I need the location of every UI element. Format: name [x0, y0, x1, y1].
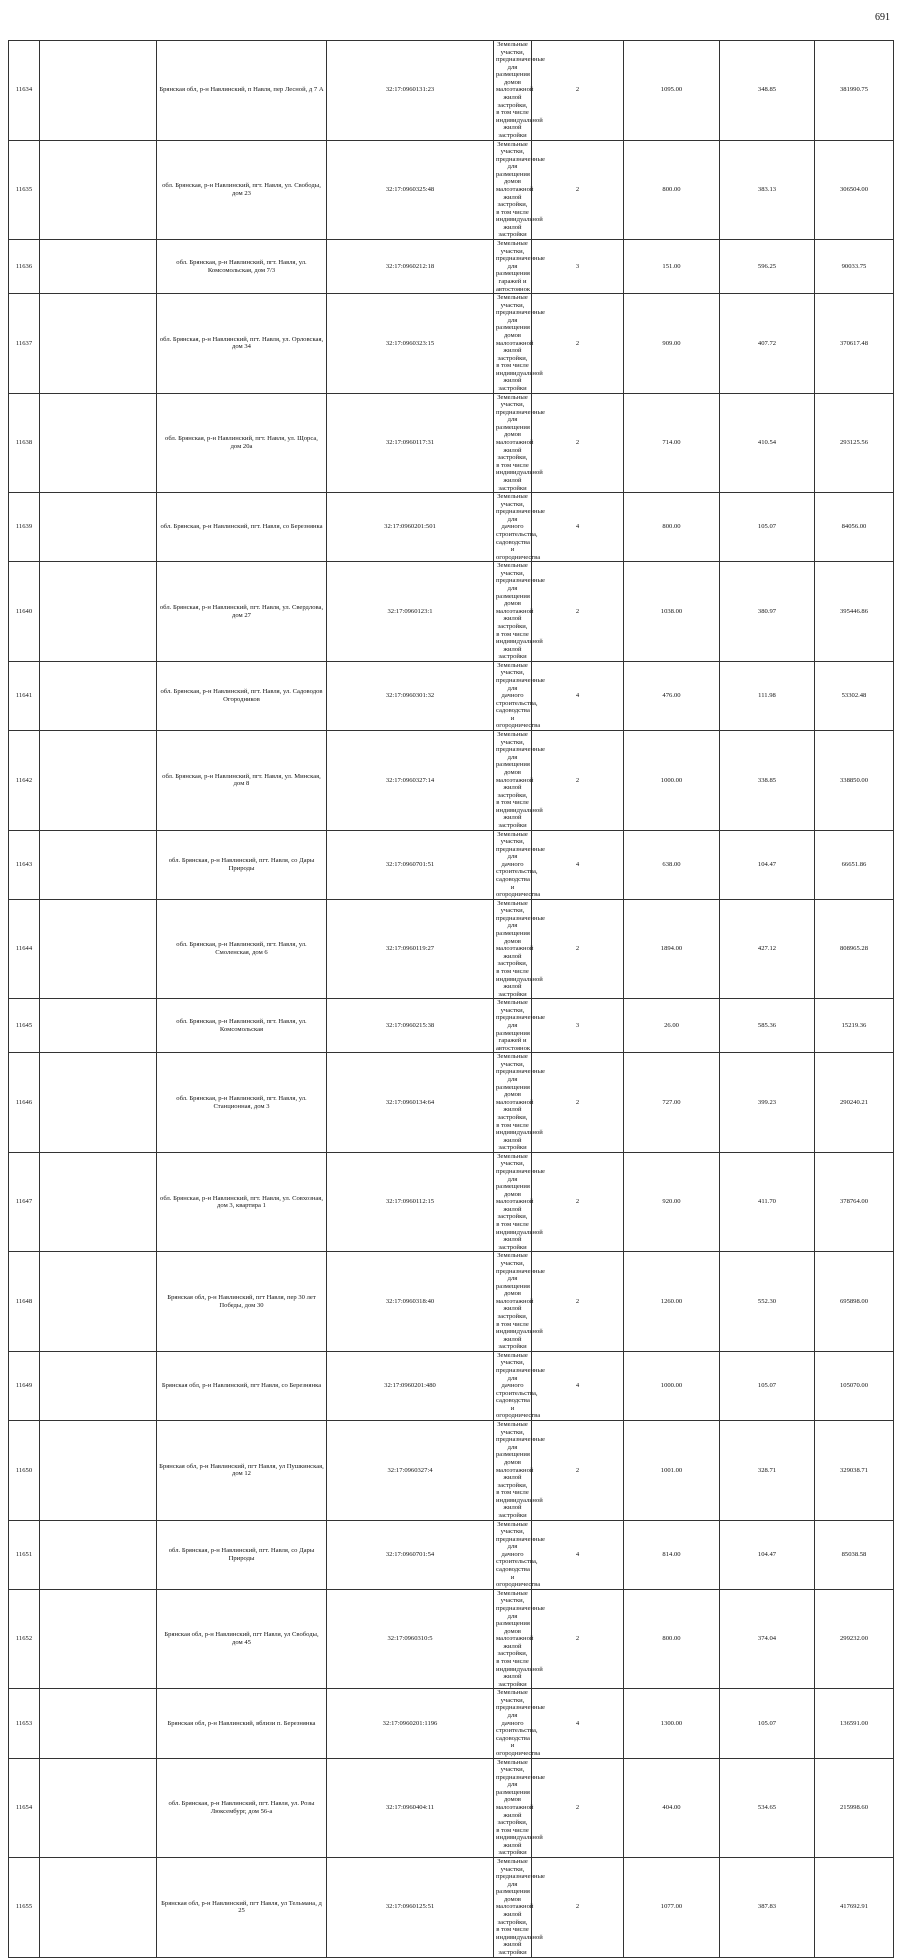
group-cell: 3 [532, 240, 624, 294]
table-row [9, 393, 894, 493]
area-cell: 1095.00 [624, 41, 720, 141]
area-cell: 714.00 [624, 393, 720, 493]
row-number-cell: 11654 [9, 1758, 40, 1858]
specific-value-cell: 552.30 [720, 1252, 815, 1352]
table-row [9, 1589, 894, 1689]
address-cell: Брянская обл, р-н Навлинский, пгт Навля, ул Пушкинская, дом 12 [157, 1421, 327, 1521]
land-use-cell: Земельные участки, предназначенные для размещения домов малоэтажной жилой застройки, в том числе индивидуальной жилой застройки [494, 140, 532, 240]
cadastral-value-cell: 378764.00 [815, 1152, 894, 1252]
land-use-cell: Земельные участки, предназначенные для размещения домов малоэтажной жилой застройки, в том числе индивидуальной жилой застройки [494, 1758, 532, 1858]
area-cell: 800.00 [624, 140, 720, 240]
table-row [9, 41, 894, 141]
table-row [9, 1252, 894, 1352]
specific-value-cell: 585.36 [720, 999, 815, 1053]
row-number-cell: 11643 [9, 830, 40, 899]
specific-value-cell: 534.65 [720, 1758, 815, 1858]
row-number-cell: 11646 [9, 1053, 40, 1153]
land-use-cell: Земельные участки, предназначенные для дачного строительства, садоводства и огородничества [494, 493, 532, 562]
spacer-cell [40, 1152, 157, 1252]
spacer-cell [40, 999, 157, 1053]
area-cell: 909.00 [624, 294, 720, 394]
table-row [9, 1053, 894, 1153]
address-cell: обл. Брянская, р-н Навлинский, пгт. Навля, ул. Минская, дом 8 [157, 731, 327, 831]
table-row [9, 493, 894, 562]
specific-value-cell: 105.07 [720, 1689, 815, 1758]
specific-value-cell: 410.54 [720, 393, 815, 493]
table-row [9, 1520, 894, 1589]
cadastral-value-cell: 136591.00 [815, 1689, 894, 1758]
cadastral-number-cell: 32:17:0960201:1196 [327, 1689, 494, 1758]
cadastral-value-table [8, 40, 894, 1958]
group-cell: 4 [532, 830, 624, 899]
spacer-cell [40, 661, 157, 730]
land-use-cell: Земельные участки, предназначенные для размещения домов малоэтажной жилой застройки, в том числе индивидуальной жилой застройки [494, 1589, 532, 1689]
cadastral-number-cell: 32:17:0960325:48 [327, 140, 494, 240]
row-number-cell: 11648 [9, 1252, 40, 1352]
specific-value-cell: 383.13 [720, 140, 815, 240]
cadastral-value-cell: 15219.36 [815, 999, 894, 1053]
land-use-cell: Земельные участки, предназначенные для дачного строительства, садоводства и огородничества [494, 1520, 532, 1589]
group-cell: 2 [532, 1152, 624, 1252]
cadastral-number-cell: 32:17:0960119:27 [327, 899, 494, 999]
table-row [9, 830, 894, 899]
row-number-cell: 11637 [9, 294, 40, 394]
table-body [9, 41, 894, 1958]
spacer-cell [40, 562, 157, 662]
area-cell: 638.00 [624, 830, 720, 899]
specific-value-cell: 399.23 [720, 1053, 815, 1153]
cadastral-number-cell: 32:17:0960301:32 [327, 661, 494, 730]
address-cell: Брянская обл, р-н Навлинский, пгт Навля, ул Тельмана, д 25 [157, 1858, 327, 1958]
area-cell: 800.00 [624, 1589, 720, 1689]
row-number-cell: 11641 [9, 661, 40, 730]
row-number-cell: 11640 [9, 562, 40, 662]
table-row [9, 1858, 894, 1958]
cadastral-number-cell: 32:17:0960212:18 [327, 240, 494, 294]
land-use-cell: Земельные участки, предназначенные для размещения домов малоэтажной жилой застройки, в том числе индивидуальной жилой застройки [494, 294, 532, 394]
cadastral-value-cell: 329038.71 [815, 1421, 894, 1521]
specific-value-cell: 111.98 [720, 661, 815, 730]
address-cell: Брянская обл, р-н Навлинский, пгт Навля, ул Свободы, дом 45 [157, 1589, 327, 1689]
cadastral-value-cell: 66651.86 [815, 830, 894, 899]
group-cell: 2 [532, 1053, 624, 1153]
land-use-cell: Земельные участки, предназначенные для размещения домов малоэтажной жилой застройки, в том числе индивидуальной жилой застройки [494, 731, 532, 831]
address-cell: обл. Брянская, р-н Навлинский, пгт. Навля, ул. Комсомольская [157, 999, 327, 1053]
row-number-cell: 11634 [9, 41, 40, 141]
address-cell: Брянская обл, р-н Навлинский, пгт Навля, пер 30 лет Победы, дом 30 [157, 1252, 327, 1352]
land-use-cell: Земельные участки, предназначенные для размещения домов малоэтажной жилой застройки, в том числе индивидуальной жилой застройки [494, 1858, 532, 1958]
cadastral-number-cell: 32:17:0960318:40 [327, 1252, 494, 1352]
group-cell: 2 [532, 393, 624, 493]
row-number-cell: 11642 [9, 731, 40, 831]
group-cell: 4 [532, 1351, 624, 1420]
specific-value-cell: 105.07 [720, 1351, 815, 1420]
group-cell: 4 [532, 1689, 624, 1758]
group-cell: 2 [532, 140, 624, 240]
cadastral-value-cell: 417692.91 [815, 1858, 894, 1958]
table-row [9, 661, 894, 730]
table-row [9, 1421, 894, 1521]
land-use-cell: Земельные участки, предназначенные для дачного строительства, садоводства и огородничества [494, 661, 532, 730]
specific-value-cell: 348.85 [720, 41, 815, 141]
land-use-cell: Земельные участки, предназначенные для размещения домов малоэтажной жилой застройки, в том числе индивидуальной жилой застройки [494, 41, 532, 141]
cadastral-number-cell: 32:17:0960327:14 [327, 731, 494, 831]
spacer-cell [40, 1758, 157, 1858]
specific-value-cell: 380.97 [720, 562, 815, 662]
area-cell: 1001.00 [624, 1421, 720, 1521]
address-cell: обл. Брянская, р-н Навлинский, пгт. Навля, ул. Комсомольская, дом 7/3 [157, 240, 327, 294]
specific-value-cell: 338.85 [720, 731, 815, 831]
group-cell: 3 [532, 999, 624, 1053]
address-cell: Брянская обл, р-н Навлинский, п Навля, пер Лесной, д 7 А [157, 41, 327, 141]
spacer-cell [40, 393, 157, 493]
cadastral-number-cell: 32:17:0960125:51 [327, 1858, 494, 1958]
row-number-cell: 11650 [9, 1421, 40, 1521]
cadastral-number-cell: 32:17:0960310:5 [327, 1589, 494, 1689]
area-cell: 1077.00 [624, 1858, 720, 1958]
group-cell: 4 [532, 1520, 624, 1589]
group-cell: 4 [532, 661, 624, 730]
area-cell: 26.00 [624, 999, 720, 1053]
address-cell: обл. Брянская, р-н Навлинский, пгт. Навля, ул. Станционная, дом 3 [157, 1053, 327, 1153]
address-cell: обл. Брянская, р-н Навлинский, пгт. Навля, ул. Розы Люксембург, дом 56-а [157, 1758, 327, 1858]
spacer-cell [40, 1858, 157, 1958]
cadastral-number-cell: 32:17:0960327:4 [327, 1421, 494, 1521]
table-row [9, 1689, 894, 1758]
land-use-cell: Земельные участки, предназначенные для размещения домов малоэтажной жилой застройки, в том числе индивидуальной жилой застройки [494, 562, 532, 662]
table-row [9, 1152, 894, 1252]
area-cell: 1894.00 [624, 899, 720, 999]
row-number-cell: 11636 [9, 240, 40, 294]
group-cell: 2 [532, 1589, 624, 1689]
row-number-cell: 11647 [9, 1152, 40, 1252]
area-cell: 920.00 [624, 1152, 720, 1252]
cadastral-number-cell: 32:17:0960134:64 [327, 1053, 494, 1153]
cadastral-value-cell: 53302.48 [815, 661, 894, 730]
row-number-cell: 11649 [9, 1351, 40, 1420]
table-row [9, 294, 894, 394]
cadastral-value-cell: 306504.00 [815, 140, 894, 240]
spacer-cell [40, 240, 157, 294]
cadastral-number-cell: 32:17:0960112:15 [327, 1152, 494, 1252]
address-cell: обл. Брянская, р-н Навлинский, пгт. Навля, со Дары Природы [157, 830, 327, 899]
land-use-cell: Земельные участки, предназначенные для размещения домов малоэтажной жилой застройки, в том числе индивидуальной жилой застройки [494, 393, 532, 493]
address-cell: обл. Брянская, р-н Навлинский, пгт. Навля, ул. Орловская, дом 34 [157, 294, 327, 394]
area-cell: 1300.00 [624, 1689, 720, 1758]
cadastral-number-cell: 32:17:0960323:15 [327, 294, 494, 394]
table-row [9, 562, 894, 662]
group-cell: 2 [532, 1858, 624, 1958]
cadastral-value-cell: 84056.00 [815, 493, 894, 562]
address-cell: обл. Брянская, р-н Навлинский, пгт. Навля, со Березнянка [157, 493, 327, 562]
cadastral-value-cell: 695898.00 [815, 1252, 894, 1352]
land-use-cell: Земельные участки, предназначенные для размещения домов малоэтажной жилой застройки, в том числе индивидуальной жилой застройки [494, 1053, 532, 1153]
cadastral-value-cell: 381990.75 [815, 41, 894, 141]
specific-value-cell: 104.47 [720, 1520, 815, 1589]
spacer-cell [40, 1421, 157, 1521]
cadastral-number-cell: 32:17:0960404:11 [327, 1758, 494, 1858]
area-cell: 1000.00 [624, 731, 720, 831]
row-number-cell: 11652 [9, 1589, 40, 1689]
land-use-cell: Земельные участки, предназначенные для дачного строительства, садоводства и огородничества [494, 830, 532, 899]
row-number-cell: 11651 [9, 1520, 40, 1589]
group-cell: 2 [532, 1421, 624, 1521]
group-cell: 2 [532, 899, 624, 999]
cadastral-value-cell: 105070.00 [815, 1351, 894, 1420]
specific-value-cell: 104.47 [720, 830, 815, 899]
cadastral-number-cell: 32:17:0960701:51 [327, 830, 494, 899]
cadastral-value-cell: 808965.28 [815, 899, 894, 999]
table-row [9, 240, 894, 294]
row-number-cell: 11653 [9, 1689, 40, 1758]
spacer-cell [40, 830, 157, 899]
spacer-cell [40, 1351, 157, 1420]
spacer-cell [40, 140, 157, 240]
cadastral-number-cell: 32:17:0960201:480 [327, 1351, 494, 1420]
specific-value-cell: 596.25 [720, 240, 815, 294]
cadastral-value-cell: 338850.00 [815, 731, 894, 831]
row-number-cell: 11638 [9, 393, 40, 493]
cadastral-number-cell: 32:17:0960201:501 [327, 493, 494, 562]
land-use-cell: Земельные участки, предназначенные для размещения домов малоэтажной жилой застройки, в том числе индивидуальной жилой застройки [494, 899, 532, 999]
spacer-cell [40, 1689, 157, 1758]
group-cell: 2 [532, 731, 624, 831]
area-cell: 727.00 [624, 1053, 720, 1153]
table-row [9, 1351, 894, 1420]
specific-value-cell: 387.83 [720, 1858, 815, 1958]
cadastral-value-cell: 370617.48 [815, 294, 894, 394]
group-cell: 2 [532, 294, 624, 394]
spacer-cell [40, 731, 157, 831]
land-use-cell: Земельные участки, предназначенные для размещения гаражей и автостоянок [494, 240, 532, 294]
area-cell: 404.00 [624, 1758, 720, 1858]
group-cell: 2 [532, 562, 624, 662]
specific-value-cell: 411.70 [720, 1152, 815, 1252]
specific-value-cell: 427.12 [720, 899, 815, 999]
spacer-cell [40, 1252, 157, 1352]
land-use-cell: Земельные участки, предназначенные для размещения гаражей и автостоянок [494, 999, 532, 1053]
cadastral-value-cell: 293125.56 [815, 393, 894, 493]
cadastral-number-cell: 32:17:0960701:54 [327, 1520, 494, 1589]
spacer-cell [40, 41, 157, 141]
address-cell: обл. Брянская, р-н Навлинский, пгт. Навля, ул. Совхозная, дом 3, квартира 1 [157, 1152, 327, 1252]
specific-value-cell: 407.72 [720, 294, 815, 394]
area-cell: 1038.00 [624, 562, 720, 662]
group-cell: 2 [532, 41, 624, 141]
land-use-cell: Земельные участки, предназначенные для дачного строительства, садоводства и огородничества [494, 1351, 532, 1420]
area-cell: 1000.00 [624, 1351, 720, 1420]
area-cell: 476.00 [624, 661, 720, 730]
cadastral-value-cell: 299232.00 [815, 1589, 894, 1689]
address-cell: обл. Брянская, р-н Навлинский, пгт. Навля, ул. Щорса, дом 20а [157, 393, 327, 493]
cadastral-value-cell: 90033.75 [815, 240, 894, 294]
area-cell: 814.00 [624, 1520, 720, 1589]
area-cell: 800.00 [624, 493, 720, 562]
table-row [9, 731, 894, 831]
spacer-cell [40, 1053, 157, 1153]
cadastral-number-cell: 32:17:0960131:23 [327, 41, 494, 141]
cadastral-value-cell: 215998.60 [815, 1758, 894, 1858]
cadastral-value-cell: 395446.86 [815, 562, 894, 662]
cadastral-number-cell: 32:17:0960123:1 [327, 562, 494, 662]
address-cell: обл. Брянская, р-н Навлинский, пгт. Навля, со Дары Природы [157, 1520, 327, 1589]
row-number-cell: 11645 [9, 999, 40, 1053]
cadastral-value-cell: 290240.21 [815, 1053, 894, 1153]
area-cell: 1260.00 [624, 1252, 720, 1352]
specific-value-cell: 328.71 [720, 1421, 815, 1521]
cadastral-number-cell: 32:17:0960117:31 [327, 393, 494, 493]
row-number-cell: 11639 [9, 493, 40, 562]
address-cell: обл. Брянская, р-н Навлинский, пгт. Навля, ул. Свердлова, дом 27 [157, 562, 327, 662]
address-cell: обл. Брянская, р-н Навлинский, пгт. Навля, ул. Свободы, дом 23 [157, 140, 327, 240]
spacer-cell [40, 493, 157, 562]
specific-value-cell: 374.04 [720, 1589, 815, 1689]
spacer-cell [40, 294, 157, 394]
cadastral-number-cell: 32:17:0960215:38 [327, 999, 494, 1053]
land-use-cell: Земельные участки, предназначенные для размещения домов малоэтажной жилой застройки, в том числе индивидуальной жилой застройки [494, 1421, 532, 1521]
spacer-cell [40, 899, 157, 999]
table-row [9, 1758, 894, 1858]
table-row [9, 899, 894, 999]
land-use-cell: Земельные участки, предназначенные для размещения домов малоэтажной жилой застройки, в том числе индивидуальной жилой застройки [494, 1252, 532, 1352]
spacer-cell [40, 1589, 157, 1689]
table-row [9, 140, 894, 240]
land-use-cell: Земельные участки, предназначенные для размещения домов малоэтажной жилой застройки, в том числе индивидуальной жилой застройки [494, 1152, 532, 1252]
area-cell: 151.00 [624, 240, 720, 294]
address-cell: Брянская обл, р-н Навлинский, пгт Навля, со Березнянка [157, 1351, 327, 1420]
land-use-cell: Земельные участки, предназначенные для дачного строительства, садоводства и огородничества [494, 1689, 532, 1758]
group-cell: 2 [532, 1252, 624, 1352]
address-cell: обл. Брянская, р-н Навлинский, пгт. Навля, ул. Садоводов Огородников [157, 661, 327, 730]
cadastral-value-cell: 85038.58 [815, 1520, 894, 1589]
specific-value-cell: 105.07 [720, 493, 815, 562]
spacer-cell [40, 1520, 157, 1589]
row-number-cell: 11655 [9, 1858, 40, 1958]
group-cell: 4 [532, 493, 624, 562]
row-number-cell: 11644 [9, 899, 40, 999]
table-row [9, 999, 894, 1053]
page-number: 691 [875, 12, 890, 23]
address-cell: Брянская обл, р-н Навлинский, вблизи п. Березнянка [157, 1689, 327, 1758]
address-cell: обл. Брянская, р-н Навлинский, пгт. Навля, ул. Смоленская, дом 6 [157, 899, 327, 999]
row-number-cell: 11635 [9, 140, 40, 240]
group-cell: 2 [532, 1758, 624, 1858]
